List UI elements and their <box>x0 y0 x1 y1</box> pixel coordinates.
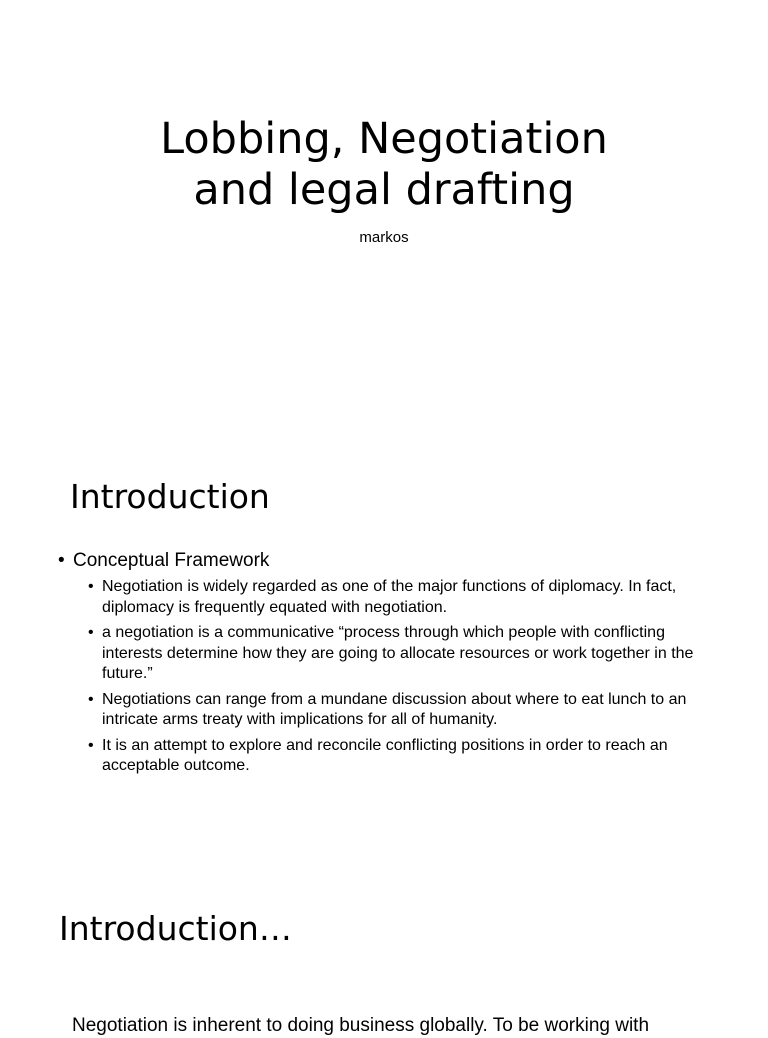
bullet-list <box>58 549 718 782</box>
sub-list-item: • Negotiation is widely regarded as one of the major functions of diplomacy. In fact, diplomacy is frequently equated with negotiation. <box>73 577 718 618</box>
title-slide <box>0 0 768 432</box>
introduction-slide <box>0 432 768 864</box>
introduction-continued-slide <box>0 864 768 1036</box>
title-line-1: Lobbing, Negotiation <box>160 114 608 164</box>
presentation-title <box>0 114 768 216</box>
slide-heading: Introduction <box>70 477 270 516</box>
sub-list-item: • a negotiation is a communicative “process through which people with conflicting interests determine how they are going to allocate resources or work together in the future.” <box>73 623 718 685</box>
title-line-2: and legal drafting <box>193 165 575 215</box>
slide-body-text: Negotiation is inherent to doing business globally. To be working with <box>72 1015 650 1036</box>
slide-heading: Introduction… <box>59 909 292 948</box>
sub-list-item: • It is an attempt to explore and reconcile conflicting positions in order to reach an acceptable outcome. <box>73 736 718 777</box>
list-item <box>58 549 718 777</box>
bullet-text: Conceptual Framework <box>73 550 270 571</box>
presentation-author: markos <box>359 229 409 246</box>
sub-bullet-list <box>73 577 718 777</box>
sub-list-item: • Negotiations can range from a mundane discussion about where to eat lunch to an intricate arms treaty with implications for all of humanity. <box>73 690 718 731</box>
